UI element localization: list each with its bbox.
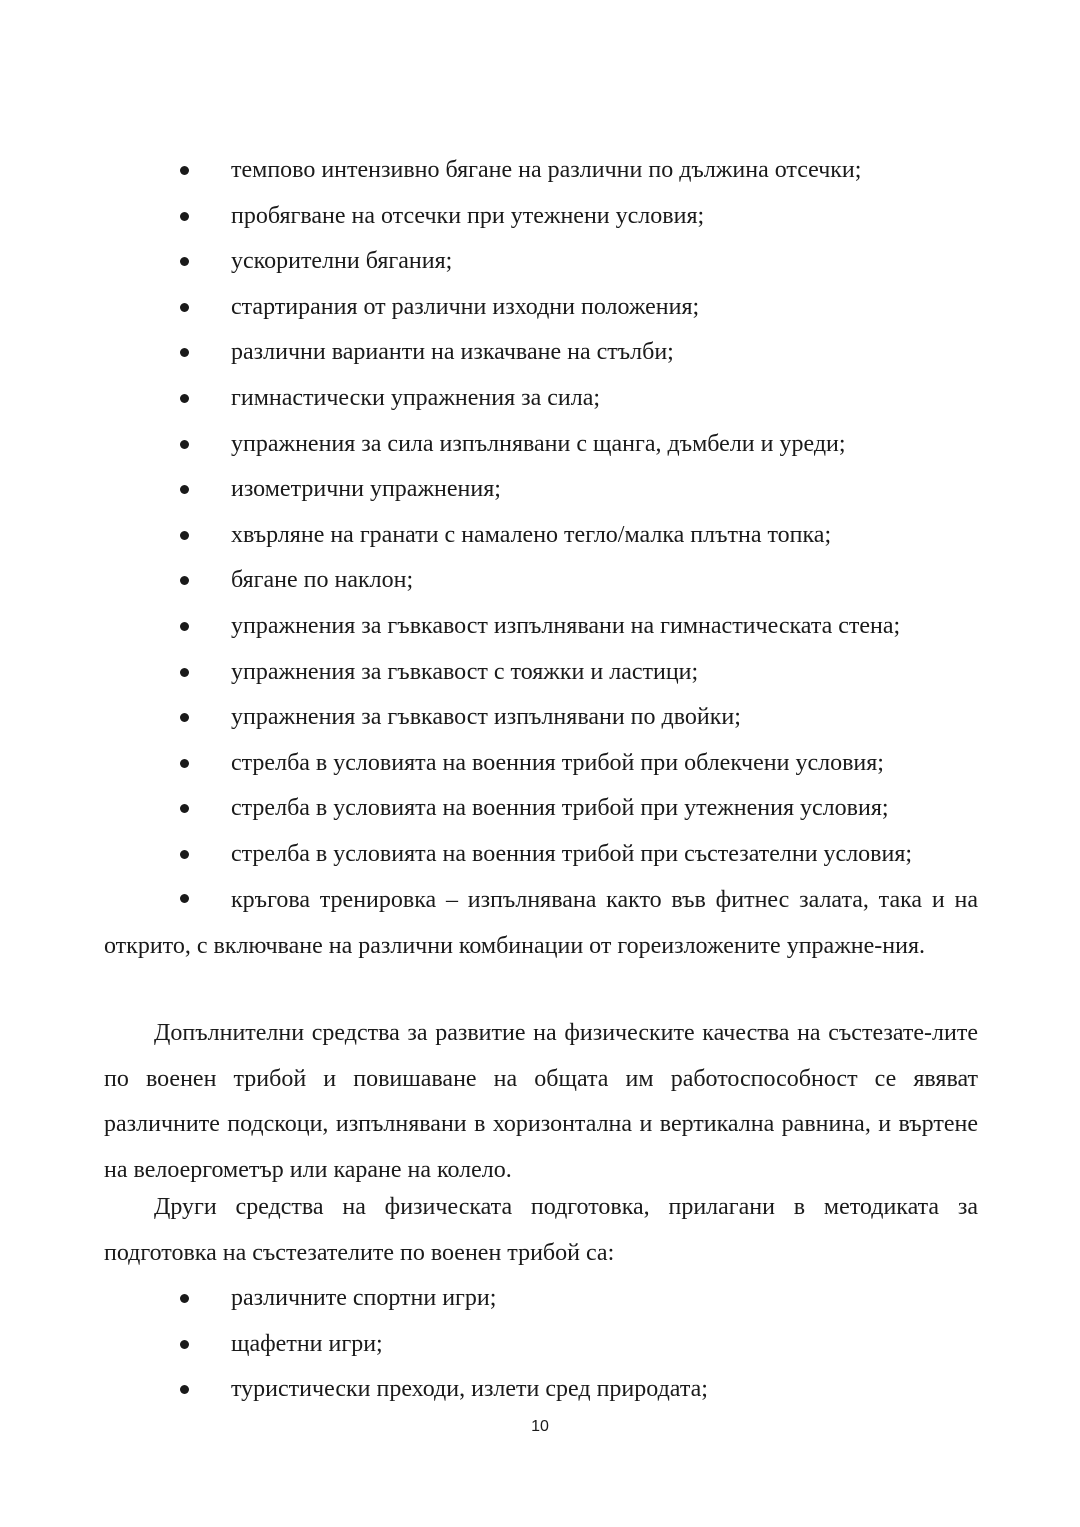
list-item [104, 650, 978, 696]
bullet-icon [180, 1294, 189, 1303]
list-item-text: упражнения за гъвкавост с тояжки и ластици; [231, 658, 699, 685]
bullet-icon [180, 1340, 189, 1349]
list-item [104, 148, 978, 194]
list-item [104, 467, 978, 513]
list-item-text: щафетни игри; [231, 1330, 383, 1357]
exercise-list [104, 148, 978, 878]
list-item-text: упражнения за сила изпълнявани с щанга, дъмбели и уреди; [231, 430, 846, 457]
list-item-text: различните спортни игри; [231, 1285, 497, 1311]
list-item [104, 513, 978, 559]
page-number: 10 [531, 1418, 549, 1435]
list-item-text: стрелба в условията на военния трибой при облекчени условия; [231, 749, 884, 776]
bullet-icon [180, 212, 189, 221]
list-item-text: упражнения за гъвкавост изпълнявани по двойки; [231, 704, 741, 731]
list-item-text: упражнения за гъвкавост изпълнявани на гимнастическата стена; [231, 612, 901, 639]
list-item [104, 422, 978, 468]
list-item-text: гимнастически упражнения за сила; [231, 384, 601, 411]
list-item-text: пробягване на отсечки при утежнени условия; [231, 202, 705, 229]
list-item [104, 832, 978, 878]
bullet-icon [180, 622, 189, 631]
list-item-text: стрелба в условията на военния трибой при състезателни условия; [231, 840, 913, 867]
bullet-icon [180, 668, 189, 677]
list-item [104, 194, 978, 240]
bullet-icon [180, 440, 189, 449]
bullet-icon [180, 531, 189, 540]
paragraph-other-means: Други средства на физическата подготовка, прилагани в методиката за подготовка на състезателите по военен трибой са: [104, 1194, 978, 1266]
list-item-text: туристически преходи, излети сред природата; [231, 1376, 708, 1403]
list-item-text: стрелба в условията на военния трибой при утежнения условия; [231, 795, 889, 822]
bullet-icon [180, 713, 189, 722]
bullet-icon [180, 1385, 189, 1394]
list-item [104, 376, 978, 422]
bullet-icon [180, 348, 189, 357]
bullet-icon [180, 257, 189, 266]
bullet-icon [180, 166, 189, 175]
bullet-icon [180, 850, 189, 859]
other-means-list [104, 1276, 978, 1413]
circuit-training-item [104, 878, 978, 969]
list-item [104, 1276, 978, 1322]
bullet-icon [180, 894, 189, 903]
circuit-training-text: кръгова тренировка – изпълнявана както във фитнес залата, така и на открито, с включване на различни комбинации от гореизложените упражне-ния. [104, 887, 978, 959]
bullet-icon [180, 759, 189, 768]
list-item [104, 786, 978, 832]
bullet-icon [180, 394, 189, 403]
list-item [104, 558, 978, 604]
bullet-icon [180, 485, 189, 494]
list-item [104, 741, 978, 787]
bullet-icon [180, 804, 189, 813]
list-item [104, 285, 978, 331]
list-item [104, 239, 978, 285]
list-item [104, 1322, 978, 1368]
list-item-text: стартирания от различни изходни положения; [231, 293, 700, 320]
bullet-icon [180, 576, 189, 585]
bullet-icon [180, 303, 189, 312]
list-item [104, 330, 978, 376]
list-item-text: хвърляне на гранати с намалено тегло/малка плътна топка; [231, 521, 832, 548]
list-item-text: темпово интензивно бягане на различни по дължина отсечки; [231, 157, 862, 183]
list-item-text: бягане по наклон; [231, 567, 414, 594]
list-item-text: изометрични упражнения; [231, 476, 501, 503]
list-item [104, 695, 978, 741]
list-item [104, 604, 978, 650]
list-item-text: ускорителни бягания; [231, 248, 453, 275]
list-item-text: различни варианти на изкачване на стълби; [231, 339, 674, 366]
paragraph-additional-means: Допълнителни средства за развитие на физическите качества на състезате-лите по военен трибой и повишаване на общата им работоспособност се явяват различните подскоци, изпълнявани в хоризонтална и вертикална равнина, и въртене на велоергометър или каране на колело. [104, 1020, 978, 1183]
list-item [104, 1367, 978, 1413]
